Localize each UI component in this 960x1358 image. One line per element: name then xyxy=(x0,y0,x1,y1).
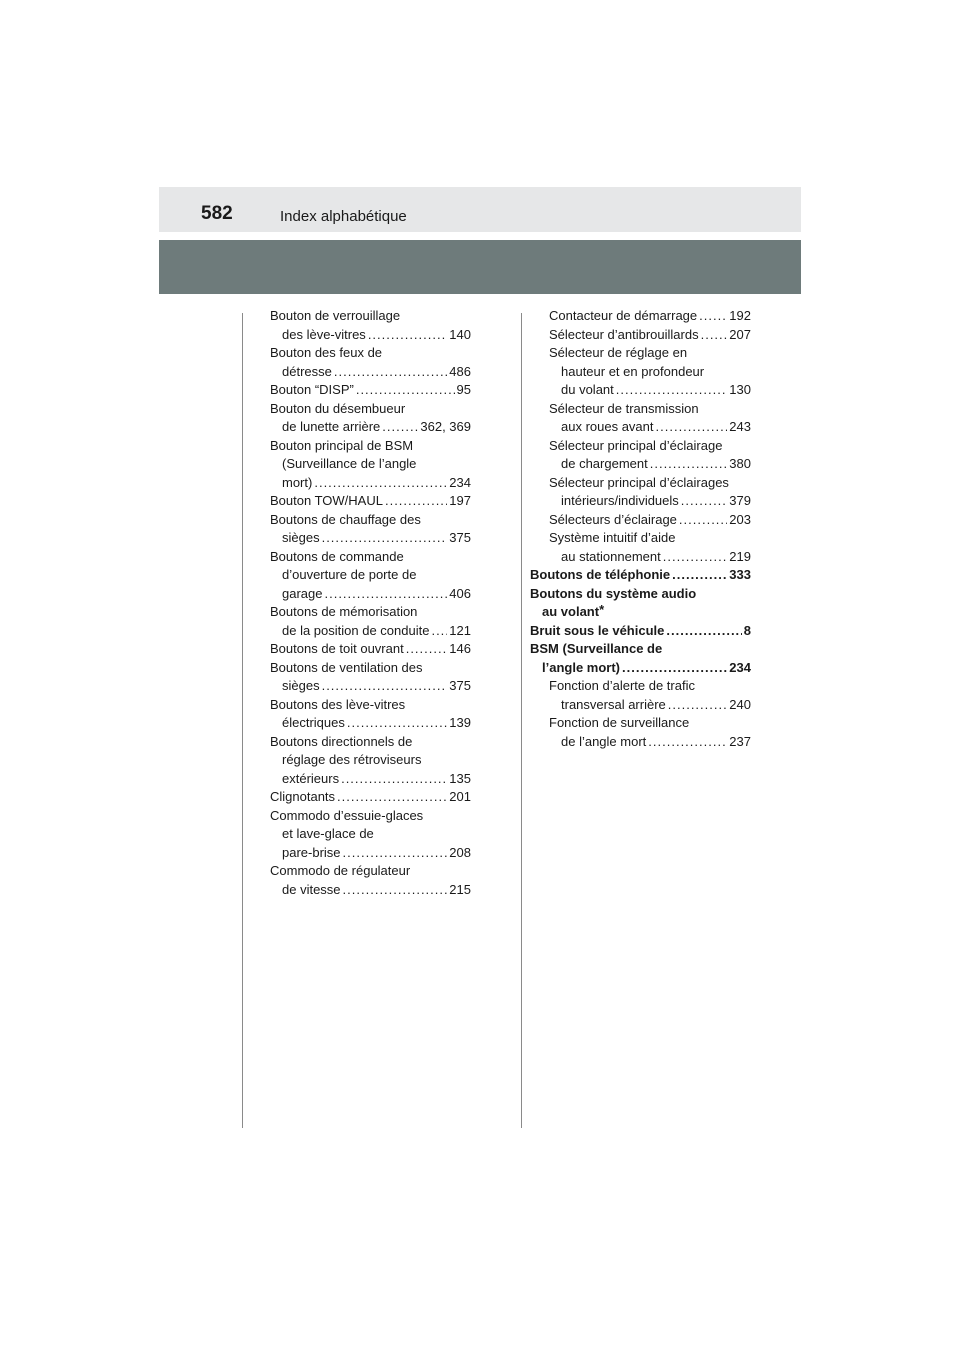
index-entry xyxy=(270,344,471,363)
index-entry xyxy=(270,751,471,770)
dot-leader xyxy=(672,566,727,585)
dot-leader xyxy=(368,326,447,345)
index-entry-text: détresse xyxy=(282,363,332,379)
dot-leader xyxy=(334,363,447,382)
header-band xyxy=(159,187,801,232)
index-entry-text: de vitesse xyxy=(282,881,341,897)
index-column-right xyxy=(530,307,751,751)
index-entry-page[interactable]: 234 xyxy=(729,659,751,675)
index-entry-text: Boutons de chauffage des xyxy=(270,511,421,527)
index-entry xyxy=(270,770,471,789)
index-entry-text: BSM (Surveillance de xyxy=(530,641,663,656)
index-entry-page[interactable]: 203 xyxy=(729,511,751,527)
index-entry-text: Clignotants xyxy=(270,789,336,804)
dot-leader xyxy=(681,492,728,511)
index-entry-page[interactable]: 207 xyxy=(729,326,751,342)
index-entry xyxy=(530,437,751,456)
index-entry-text: mort) xyxy=(282,474,313,490)
index-entry-page[interactable]: 140 xyxy=(449,326,471,342)
index-entry-text: transversal arrière xyxy=(561,696,666,712)
index-entry xyxy=(270,326,471,345)
index-entry-text: garage xyxy=(282,585,323,601)
index-entry-text: l’angle mort) xyxy=(542,659,621,675)
index-entry-text: Sélecteur de transmission xyxy=(549,400,699,416)
index-entry-text: Bouton TOW/HAUL xyxy=(270,493,383,508)
index-entry xyxy=(270,381,471,400)
index-entry xyxy=(530,307,751,326)
dot-leader xyxy=(382,418,418,437)
index-entry-text: Boutons directionnels de xyxy=(270,733,413,749)
index-entry-text: Fonction d’alerte de trafic xyxy=(549,678,695,693)
index-entry-page[interactable]: 379 xyxy=(729,493,751,508)
index-entry xyxy=(530,418,751,437)
dot-leader xyxy=(431,622,447,641)
index-entry-text: hauteur et en profondeur xyxy=(561,363,705,379)
dot-leader xyxy=(322,529,448,548)
column-divider-right xyxy=(521,313,522,1128)
index-entry xyxy=(530,677,751,696)
index-entry-text: Sélecteur principal d’éclairages xyxy=(549,474,729,490)
index-entry-text: de lunette arrière xyxy=(282,419,381,434)
index-entry xyxy=(270,640,471,659)
index-entry xyxy=(270,844,471,863)
dot-leader xyxy=(679,511,727,530)
index-entry xyxy=(270,585,471,604)
index-entry xyxy=(270,714,471,733)
dot-leader xyxy=(648,733,727,752)
index-entry xyxy=(270,455,471,474)
index-entry xyxy=(530,474,751,493)
dot-leader xyxy=(666,622,741,641)
index-entry-text: de chargement xyxy=(561,456,648,471)
index-entry xyxy=(530,585,751,604)
dot-leader xyxy=(314,474,447,493)
index-entry-page[interactable]: 8 xyxy=(743,622,751,638)
index-entry xyxy=(270,622,471,641)
index-entry xyxy=(270,418,471,437)
index-entry xyxy=(270,807,471,826)
index-entry xyxy=(530,344,751,363)
dot-leader xyxy=(650,455,728,474)
index-entry-text: Bouton principal de BSM xyxy=(270,437,414,453)
index-entry xyxy=(530,566,751,585)
index-entry-text: Boutons de ventilation des xyxy=(270,659,423,675)
index-entry-text: Commodo de régulateur xyxy=(270,863,411,878)
title-bar xyxy=(159,240,801,294)
index-entry-text: d’ouverture de porte de xyxy=(282,567,417,582)
dot-leader xyxy=(324,585,447,604)
index-entry xyxy=(270,603,471,622)
index-entry xyxy=(530,381,751,400)
index-entry-page[interactable]: 243 xyxy=(729,419,751,434)
index-entry-page[interactable]: 215 xyxy=(449,881,471,897)
index-entry-text: Système intuitif d’aide xyxy=(549,530,676,545)
index-entry xyxy=(270,862,471,881)
index-entry-text: de la position de conduite xyxy=(282,622,430,638)
index-entry-text: Sélecteur principal d’éclairage xyxy=(549,437,723,453)
index-entry-page[interactable]: 237 xyxy=(729,733,751,749)
index-entry-text: pare-brise xyxy=(282,844,341,860)
index-entry xyxy=(270,659,471,678)
index-entry-text: Boutons de téléphonie xyxy=(530,567,671,582)
index-entry-page[interactable]: 362, 369 xyxy=(420,419,471,434)
index-entry-text: Contacteur de démarrage xyxy=(549,308,698,323)
index-entry xyxy=(270,696,471,715)
index-entry-text: intérieurs/individuels xyxy=(561,493,679,508)
section-title: Index alphabétique xyxy=(280,208,407,225)
index-entry-page[interactable]: 192 xyxy=(729,308,751,323)
index-entry-text: Fonction de surveillance xyxy=(549,715,690,730)
index-entry-page[interactable]: 486 xyxy=(449,363,471,379)
index-entry-text: au stationnement xyxy=(561,548,661,564)
index-entry-text: (Surveillance de l’angle xyxy=(282,456,417,471)
index-entry xyxy=(530,455,751,474)
index-entry xyxy=(270,733,471,752)
index-entry xyxy=(270,307,471,326)
index-entry xyxy=(530,622,751,641)
index-entry-page[interactable]: 375 xyxy=(449,678,471,693)
page-number: 582 xyxy=(201,203,233,224)
index-entry xyxy=(530,696,751,715)
index-entry-text: Bouton des feux de xyxy=(270,345,383,360)
index-entry-text: au volant xyxy=(542,604,600,619)
index-entry-text: des lève-vitres xyxy=(282,326,366,342)
index-entry-text: Sélecteur de réglage en xyxy=(549,345,688,360)
index-entry-text: Sélecteur d’antibrouillards xyxy=(549,326,699,342)
index-entry-text: sièges xyxy=(282,678,320,693)
index-entry-page[interactable]: 240 xyxy=(729,696,751,712)
index-entry-text: Bouton de verrouillage xyxy=(270,308,401,323)
index-entry-text: extérieurs xyxy=(282,770,340,786)
index-entry xyxy=(270,400,471,419)
dot-leader xyxy=(701,326,728,345)
index-entry-page[interactable]: 234 xyxy=(449,474,471,490)
index-entry xyxy=(270,363,471,382)
index-entry-text: du volant xyxy=(561,382,614,397)
dot-leader xyxy=(656,418,728,437)
index-entry xyxy=(270,881,471,900)
dot-leader xyxy=(322,677,448,696)
index-entry xyxy=(270,474,471,493)
index-entry-page[interactable]: 121 xyxy=(449,622,471,638)
index-entry-text: Commodo d’essuie-glaces xyxy=(270,807,424,823)
index-entry xyxy=(270,548,471,567)
index-entry-page[interactable]: 135 xyxy=(449,770,471,786)
index-entry-text: et lave-glace de xyxy=(282,826,374,841)
index-entry xyxy=(530,363,751,382)
index-entry-text: sièges xyxy=(282,530,320,545)
index-entry-text: Boutons de commande xyxy=(270,548,404,564)
index-entry xyxy=(270,566,471,585)
index-entry xyxy=(270,788,471,807)
dot-leader xyxy=(347,714,447,733)
index-entry-text: aux roues avant xyxy=(561,419,654,434)
index-entry-page[interactable]: 406 xyxy=(449,585,471,601)
dot-leader xyxy=(337,788,447,807)
index-entry xyxy=(530,640,751,659)
index-entry-text: Boutons des lève-vitres xyxy=(270,696,406,712)
index-entry xyxy=(530,492,751,511)
index-entry xyxy=(270,492,471,511)
index-entry-page[interactable]: 333 xyxy=(729,567,751,582)
index-entry: au volant * xyxy=(530,603,751,622)
dot-leader xyxy=(343,881,448,900)
index-entry-page[interactable]: 95 xyxy=(456,382,471,397)
index-entry xyxy=(270,677,471,696)
index-entry-page[interactable]: 219 xyxy=(729,548,751,564)
index-entry-text: Bouton du désembueur xyxy=(270,400,406,416)
index-entry-text: Boutons de toit ouvrant xyxy=(270,641,404,656)
dot-leader xyxy=(406,640,448,659)
index-entry-page[interactable]: 139 xyxy=(449,715,471,730)
dot-leader xyxy=(356,381,455,400)
index-entry-page[interactable]: 197 xyxy=(449,493,471,508)
index-entry-text: Boutons du système audio xyxy=(530,585,697,601)
index-entry xyxy=(270,511,471,530)
index-entry-text: Bruit sous le véhicule xyxy=(530,622,665,638)
dot-leader xyxy=(622,659,727,678)
index-entry-text: de l’angle mort xyxy=(561,733,647,749)
index-entry xyxy=(530,529,751,548)
index-entry xyxy=(530,511,751,530)
index-entry-text: électriques xyxy=(282,715,345,730)
index-entry-page[interactable]: 201 xyxy=(449,789,471,804)
index-entry-page[interactable]: 130 xyxy=(729,382,751,397)
index-entry xyxy=(270,825,471,844)
index-column-left xyxy=(270,307,471,899)
index-entry xyxy=(530,733,751,752)
index-entry-text: réglage des rétroviseurs xyxy=(282,752,422,767)
index-entry-page[interactable]: 146 xyxy=(449,641,471,656)
index-entry-text: Boutons de mémorisation xyxy=(270,604,418,619)
index-entry xyxy=(530,659,751,678)
index-entry-text: Sélecteurs d’éclairage xyxy=(549,511,677,527)
index-entry xyxy=(530,400,751,419)
index-entry-page[interactable]: 380 xyxy=(729,456,751,471)
dot-leader xyxy=(343,844,448,863)
dot-leader xyxy=(668,696,728,715)
index-entry-text: Bouton “DISP” xyxy=(270,382,354,397)
dot-leader xyxy=(616,381,728,400)
index-entry xyxy=(270,437,471,456)
index-entry-page[interactable]: 375 xyxy=(449,530,471,545)
index-entry xyxy=(270,529,471,548)
dot-leader xyxy=(663,548,728,567)
column-divider-left xyxy=(242,313,243,1128)
dot-leader xyxy=(699,307,727,326)
index-entry xyxy=(530,714,751,733)
dot-leader xyxy=(385,492,447,511)
index-entry-page[interactable]: 208 xyxy=(449,844,471,860)
index-entry xyxy=(530,548,751,567)
index-entry xyxy=(530,326,751,345)
dot-leader xyxy=(341,770,447,789)
